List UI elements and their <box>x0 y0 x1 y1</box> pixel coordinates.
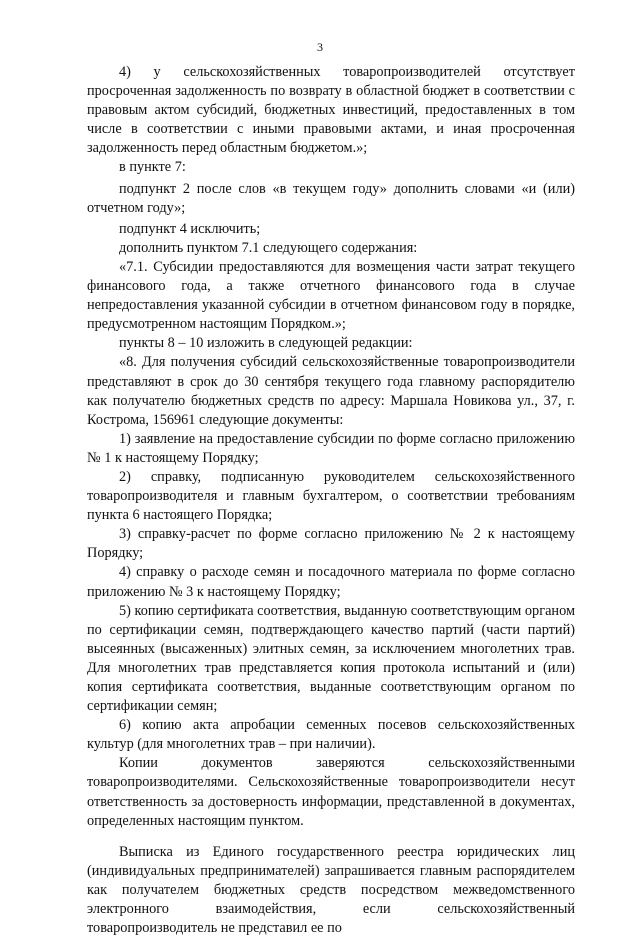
paragraph-extract: Выписка из Единого государственного реестра юридических лиц (индивидуальных предпринимателей) запрашивается главным распорядителем как получателем бюджетных средств посредством межведомственного электронного взаимодействия, если сельскохозяйственный товаропроизводитель не представил ее по <box>87 843 575 937</box>
page-number: 3 <box>317 40 323 54</box>
paragraph-item-4: 4) у сельскохозяйственных товаропроизводителей отсутствует просроченная задолженность по возврату в областной бюджет в соответствии с правовым актом субсидий, бюджетных инвестиций, предоставленных в том числе в соответствии с иными правовыми актами, и иная просроченная задолженность перед областным бюджетом.»; <box>87 64 575 157</box>
paragraph-subpoint-2: подпункт 2 после слов «в текущем году» дополнить словами «и (или) отчетном году»; <box>87 180 575 216</box>
paragraph-doc-5: 5) копию сертификата соответствия, выданную соответствующим органом по сертификации семян, подтверждающего качество партий (части партий) высеянных (высаженных) элитных семян, за исключением многолетних трав. Для многолетних трав представляется копия протокола испытаний и (или) копия сертификата соответствия, выданные соответствующим органом по сертификации семян; <box>87 602 575 715</box>
paragraph-doc-1: 1) заявление на предоставление субсидии по форме согласно приложению № 1 к настоящему Порядку; <box>87 430 575 466</box>
paragraph-doc-3: 3) справку-расчет по форме согласно приложению № 2 к настоящему Порядку; <box>87 526 575 562</box>
document-body <box>87 63 575 938</box>
paragraph-copies: Копии документов заверяются сельскохозяйственными товаропроизводителями. Сельскохозяйственные товаропроизводители несут ответственность за достоверность информации, представленной в документах, определенных настоящим пунктом. <box>87 755 575 829</box>
paragraph-add-point-7-1: дополнить пунктом 7.1 следующего содержания: <box>119 239 418 256</box>
paragraph-point-7-1: «7.1. Субсидии предоставляются для возмещения части затрат текущего финансового года, а также отчетного финансового года в случае непредоставления указанной субсидии в отчетном финансовом году в порядке, предусмотренном настоящим Порядком.»; <box>87 258 575 333</box>
paragraph-points-8-10: пункты 8 – 10 изложить в следующей редакции: <box>119 335 413 352</box>
paragraph-subpoint-4: подпункт 4 исключить; <box>119 220 261 237</box>
paragraph-in-point-7: в пункте 7: <box>119 159 186 176</box>
paragraph-doc-4: 4) справку о расходе семян и посадочного материала по форме согласно приложению № 3 к настоящему Порядку; <box>87 564 575 600</box>
paragraph-doc-6: 6) копию акта апробации семенных посевов сельскохозяйственных культур (для многолетних трав – при наличии). <box>87 717 575 753</box>
paragraph-point-8: «8. Для получения субсидий сельскохозяйственные товаропроизводители представляют в срок до 30 сентября текущего года главному распорядителю как получателю бюджетных средств по адресу: Маршала Новикова ул., 37, г. Кострома, 156961 следующие документы: <box>87 354 575 428</box>
paragraph-doc-2: 2) справку, подписанную руководителем сельскохозяйственного товаропроизводителя и главным бухгалтером, о соответствии требованиям пункта 6 настоящего Порядка; <box>87 468 575 524</box>
